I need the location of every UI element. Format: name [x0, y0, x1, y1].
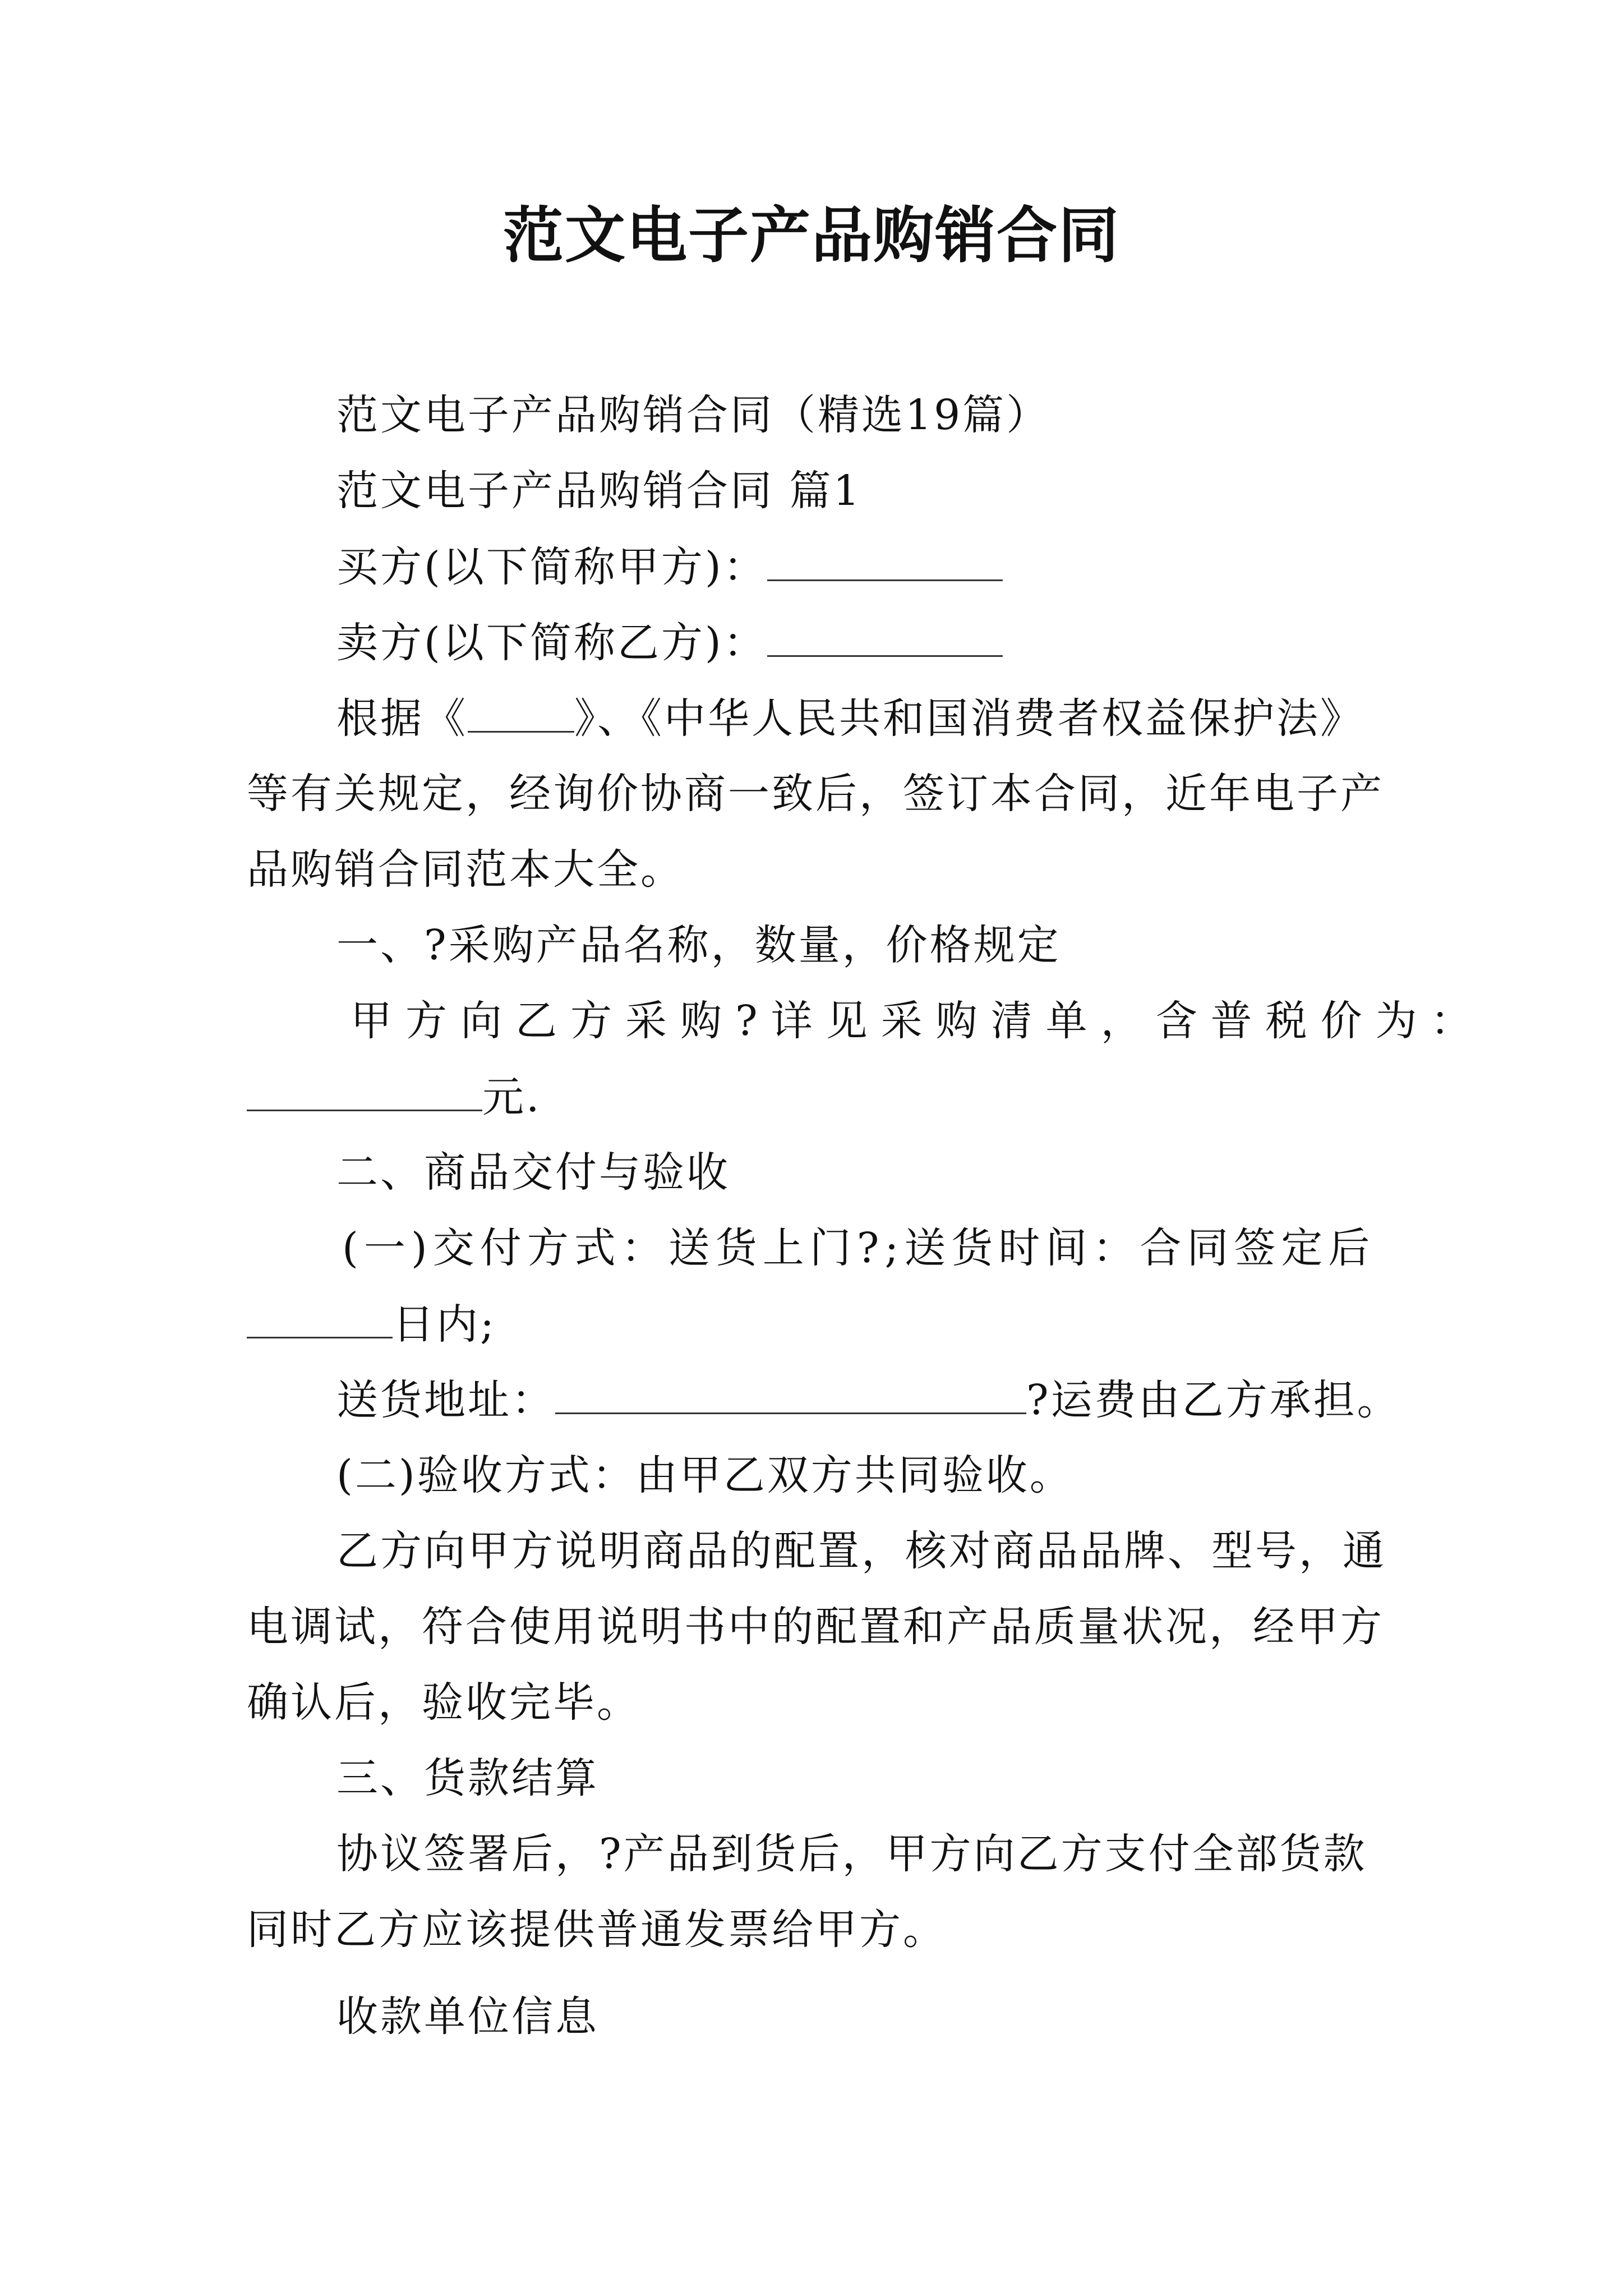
basis-text-2: 等有关规定，经询价协商一致后，签订本合同，近年电子产 — [247, 770, 1384, 818]
delivery-days-line — [247, 1293, 496, 1355]
law-blank — [468, 687, 574, 733]
clause-3-text: 三、货款结算 — [336, 1754, 599, 1802]
part1-text: 范文电子产品购销合同 篇1 — [336, 467, 862, 515]
seller-blank — [767, 611, 1003, 657]
address-label: 送货地址： — [336, 1376, 555, 1424]
acceptance-text-3: 确认后，验收完毕。 — [247, 1678, 640, 1727]
basis-text-a: 根据《 — [336, 694, 468, 743]
payment-text-1: 协议签署后，?产品到货后，甲方向乙方支付全部货款 — [336, 1830, 1367, 1878]
days-text: 日内; — [393, 1300, 496, 1349]
delivery-method-line — [342, 1217, 1375, 1279]
basis-text-3: 品购销合同范本大全。 — [247, 845, 684, 894]
clause-3-heading — [336, 1747, 599, 1809]
acceptance-text-2: 电调试，符合使用说明书中的配置和产品质量状况，经甲方 — [247, 1603, 1384, 1651]
seller-line — [336, 611, 1003, 673]
payment-text-2: 同时乙方应该提供普通发票给甲方。 — [247, 1906, 947, 1954]
basis-text-b: 》、《中华人民共和国消费者权益保护法》 — [574, 694, 1364, 743]
clause-2-text: 二、商品交付与验收 — [336, 1148, 730, 1197]
seller-label: 卖方(以下简称乙方)： — [336, 619, 767, 667]
price-line — [247, 1066, 542, 1128]
acceptance-method-line — [336, 1444, 1073, 1506]
days-blank — [247, 1293, 393, 1338]
buyer-blank — [767, 536, 1003, 581]
acceptance-method-text: (二)验收方式：由甲乙双方共同验收。 — [336, 1451, 1073, 1499]
clause-1-heading — [336, 914, 1061, 976]
clause-1-text: 一、?采购产品名称，数量，价格规定 — [336, 921, 1061, 969]
subtitle-text: 范文电子产品购销合同（精选19篇） — [336, 391, 1050, 439]
acceptance-text-1: 乙方向甲方说明商品的配置，核对商品品牌、型号，通 — [336, 1527, 1386, 1575]
acceptance-line-2 — [247, 1596, 1384, 1658]
basis-line-3 — [247, 839, 684, 900]
price-blank — [247, 1066, 482, 1111]
price-unit: 元. — [482, 1073, 542, 1121]
document-title: 范文电子产品购销合同 — [502, 200, 1120, 271]
delivery-method-text: (一)交付方式：送货上门?;送货时间：合同签定后 — [342, 1224, 1376, 1272]
address-blank — [555, 1369, 1026, 1414]
freight-text: ?运费由乙方承担。 — [1026, 1376, 1401, 1424]
payment-line-2 — [247, 1899, 947, 1961]
basis-line — [336, 687, 1364, 749]
purchase-line — [351, 990, 1486, 1052]
payee-info-heading — [336, 1986, 599, 2047]
clause-2-heading — [336, 1142, 730, 1203]
buyer-line — [336, 536, 1003, 597]
purchase-text: 甲方向乙方采购?详见采购清单，含普税价为： — [351, 997, 1486, 1045]
payee-info-text: 收款单位信息 — [336, 1993, 599, 2041]
subtitle-line — [336, 384, 1050, 446]
basis-line-2 — [247, 763, 1384, 825]
acceptance-line-1 — [336, 1520, 1386, 1582]
section-heading-part1 — [336, 460, 862, 522]
delivery-address-line — [336, 1369, 1401, 1430]
payment-line-1 — [336, 1823, 1367, 1885]
acceptance-line-3 — [247, 1672, 640, 1733]
buyer-label: 买方(以下简称甲方)： — [336, 543, 767, 591]
